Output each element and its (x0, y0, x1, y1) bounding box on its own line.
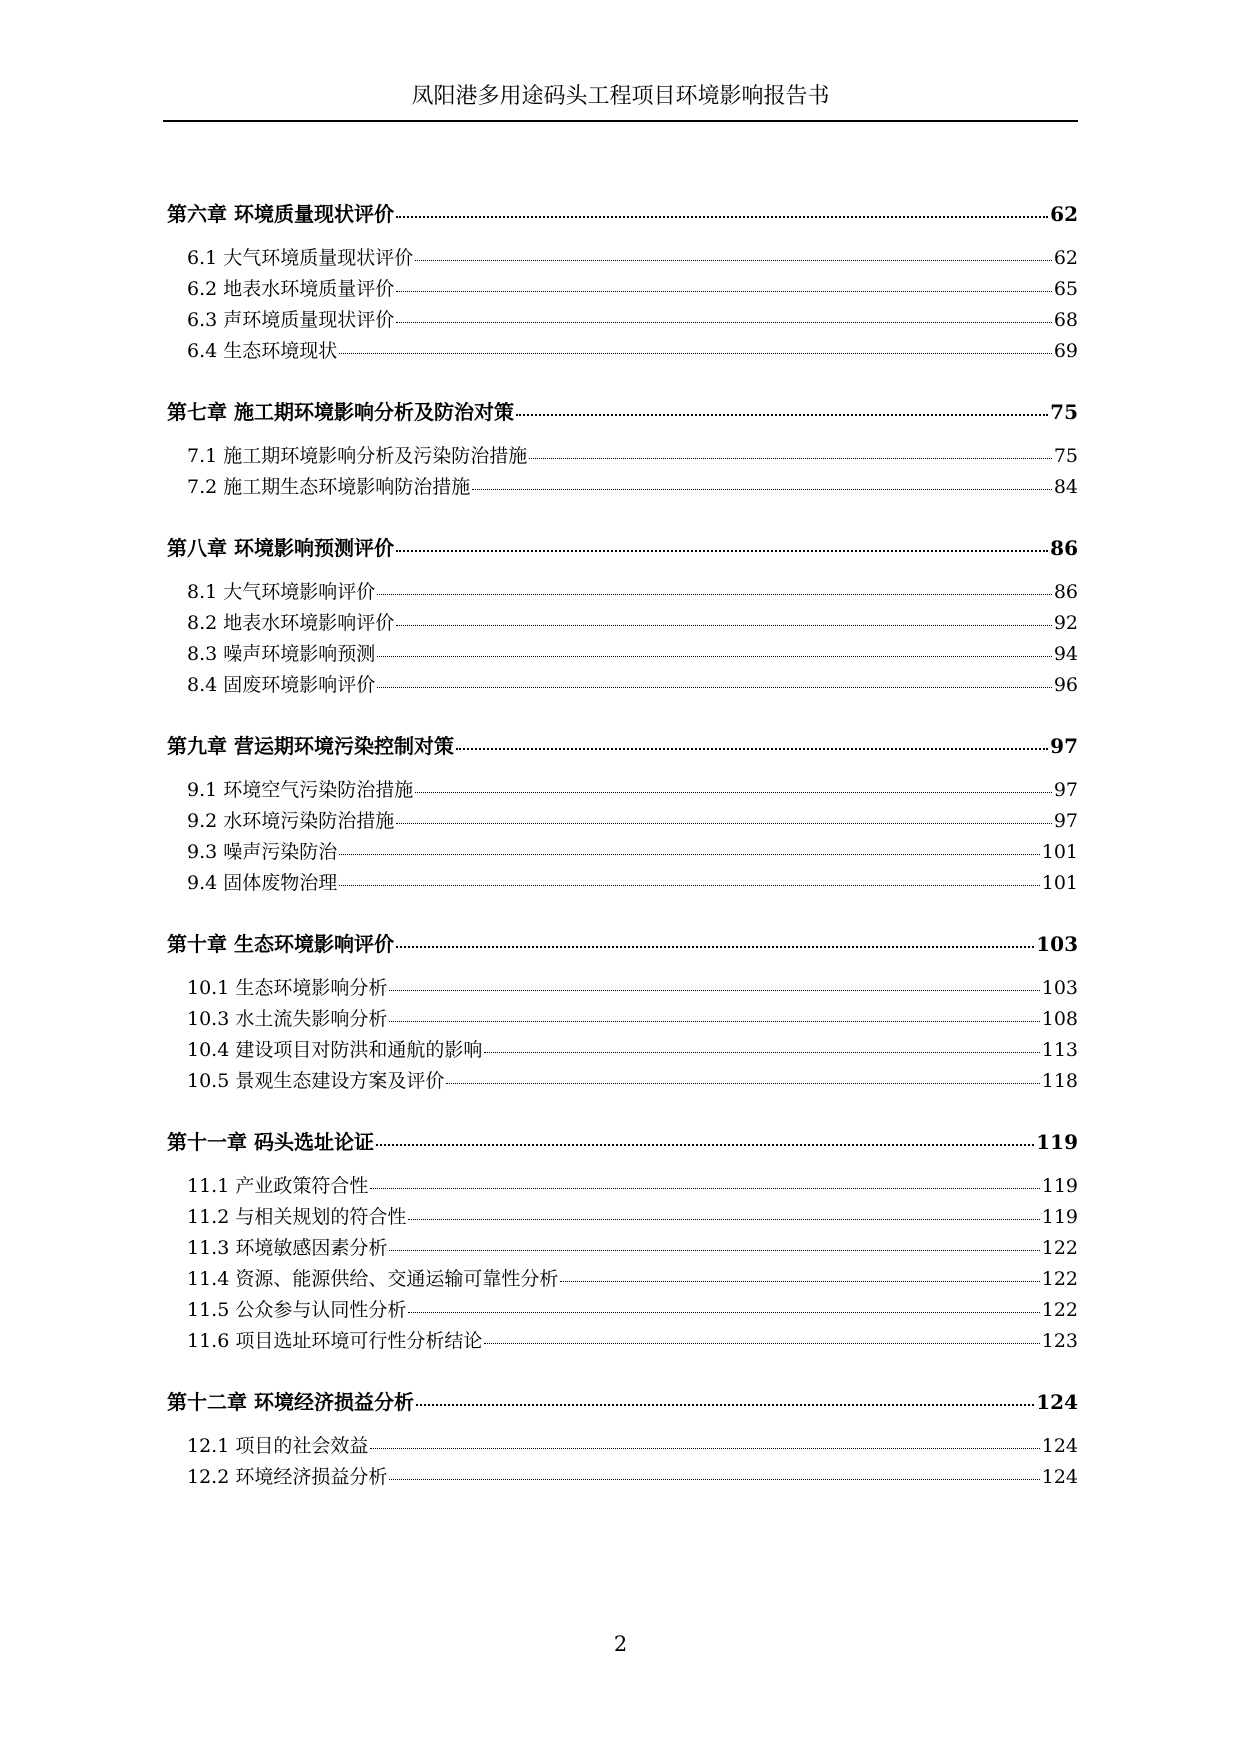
toc-chapter-title: 第七章 施工期环境影响分析及防治对策 (167, 400, 514, 424)
toc-section-title: 8.4 固废环境影响评价 (187, 674, 376, 696)
toc-section-title: 8.2 地表水环境影响评价 (187, 612, 395, 634)
toc-chapter-group (167, 1125, 1078, 1357)
toc-dot-leader (339, 870, 1039, 889)
toc-dot-leader (389, 1464, 1039, 1483)
toc-dot-leader (339, 338, 1052, 357)
toc-section-title: 11.3 环境敏感因素分析 (187, 1237, 388, 1259)
toc-section-entry[interactable] (167, 274, 1078, 305)
toc-dot-leader (396, 610, 1052, 629)
toc-section-page: 96 (1053, 674, 1078, 696)
toc-section-title: 9.2 水环境污染防治措施 (187, 810, 395, 832)
toc-dot-leader (389, 1006, 1039, 1025)
toc-section-title: 9.4 固体废物治理 (187, 872, 338, 894)
toc-section-entry[interactable] (167, 1066, 1078, 1097)
toc-section-page: 75 (1053, 445, 1078, 467)
toc-dot-leader (370, 1173, 1039, 1192)
toc-chapter-title: 第八章 环境影响预测评价 (167, 536, 394, 560)
toc-section-page: 118 (1041, 1070, 1078, 1092)
toc-chapter-page: 97 (1050, 734, 1078, 758)
toc-dot-leader (560, 1266, 1039, 1285)
toc-chapter-entry[interactable] (167, 197, 1078, 231)
toc-chapter-group (167, 531, 1078, 701)
toc-section-title: 9.1 环境空气污染防治措施 (187, 779, 414, 801)
toc-section-entry[interactable] (167, 1462, 1078, 1493)
toc-dot-leader (415, 245, 1052, 264)
toc-section-page: 68 (1053, 309, 1078, 331)
toc-dot-leader (396, 307, 1052, 326)
toc-section-page: 92 (1053, 612, 1078, 634)
toc-dot-leader (484, 1037, 1039, 1056)
toc-section-title: 9.3 噪声污染防治 (187, 841, 338, 863)
toc-section-page: 84 (1053, 476, 1078, 498)
toc-dot-leader (516, 399, 1048, 419)
toc-chapter-page: 62 (1050, 202, 1078, 226)
toc-chapter-title: 第十章 生态环境影响评价 (167, 932, 394, 956)
toc-section-page: 101 (1041, 841, 1078, 863)
toc-dot-leader (472, 474, 1052, 493)
toc-section-page: 97 (1053, 779, 1078, 801)
toc-section-page: 119 (1041, 1206, 1078, 1228)
toc-section-entry[interactable] (167, 1035, 1078, 1066)
toc-section-page: 65 (1053, 278, 1078, 300)
toc-chapter-group (167, 927, 1078, 1097)
toc-dot-leader (396, 535, 1048, 555)
toc-section-page: 122 (1041, 1299, 1078, 1321)
toc-section-title: 11.5 公众参与认同性分析 (187, 1299, 407, 1321)
toc-section-entry[interactable] (167, 670, 1078, 701)
toc-section-entry[interactable] (167, 243, 1078, 274)
toc-chapter-title: 第六章 环境质量现状评价 (167, 202, 394, 226)
toc-section-page: 124 (1041, 1435, 1078, 1457)
toc-section-page: 94 (1053, 643, 1078, 665)
toc-chapter-title: 第十二章 环境经济损益分析 (167, 1390, 414, 1414)
toc-section-entry[interactable] (167, 1295, 1078, 1326)
toc-section-title: 6.3 声环境质量现状评价 (187, 309, 395, 331)
toc-section-page: 124 (1041, 1466, 1078, 1488)
toc-section-page: 108 (1041, 1008, 1078, 1030)
page-number: 2 (613, 1632, 628, 1656)
toc-chapter-entry[interactable] (167, 927, 1078, 961)
toc-chapter-page: 119 (1036, 1130, 1078, 1154)
toc-dot-leader (396, 201, 1048, 221)
toc-chapter-entry[interactable] (167, 395, 1078, 429)
toc-chapter-title: 第九章 营运期环境污染控制对策 (167, 734, 454, 758)
toc-section-page: 122 (1041, 1268, 1078, 1290)
toc-section-page: 123 (1041, 1330, 1078, 1352)
page-header (163, 80, 1078, 122)
toc-chapter-title: 第十一章 码头选址论证 (167, 1130, 374, 1154)
toc-chapter-entry[interactable] (167, 531, 1078, 565)
toc-section-entry[interactable] (167, 806, 1078, 837)
toc-section-page: 101 (1041, 872, 1078, 894)
toc-section-entry[interactable] (167, 1202, 1078, 1233)
toc-chapter-group (167, 1385, 1078, 1493)
toc-dot-leader (408, 1204, 1039, 1223)
table-of-contents (167, 197, 1078, 1521)
toc-chapter-page: 75 (1050, 400, 1078, 424)
toc-dot-leader (446, 1068, 1039, 1087)
toc-section-page: 86 (1053, 581, 1078, 603)
toc-dot-leader (376, 1129, 1034, 1149)
toc-section-page: 113 (1041, 1039, 1078, 1061)
toc-section-title: 8.3 噪声环境影响预测 (187, 643, 376, 665)
toc-chapter-group (167, 197, 1078, 367)
toc-section-entry[interactable] (167, 775, 1078, 806)
toc-section-page: 69 (1053, 340, 1078, 362)
toc-dot-leader (396, 931, 1034, 951)
toc-section-entry[interactable] (167, 577, 1078, 608)
toc-chapter-page: 86 (1050, 536, 1078, 560)
toc-section-title: 11.1 产业政策符合性 (187, 1175, 369, 1197)
toc-dot-leader (484, 1328, 1039, 1347)
toc-dot-leader (416, 1389, 1034, 1409)
toc-dot-leader (377, 641, 1052, 660)
toc-section-page: 122 (1041, 1237, 1078, 1259)
toc-chapter-entry[interactable] (167, 1125, 1078, 1159)
toc-section-page: 119 (1041, 1175, 1078, 1197)
toc-chapter-page: 103 (1036, 932, 1078, 956)
toc-dot-leader (396, 276, 1052, 295)
toc-dot-leader (456, 733, 1048, 753)
toc-chapter-group (167, 395, 1078, 503)
toc-section-entry[interactable] (167, 1264, 1078, 1295)
toc-section-title: 7.2 施工期生态环境影响防治措施 (187, 476, 471, 498)
toc-section-entry[interactable] (167, 1233, 1078, 1264)
toc-dot-leader (408, 1297, 1039, 1316)
toc-section-entry[interactable] (167, 1431, 1078, 1462)
toc-dot-leader (377, 579, 1052, 598)
toc-section-title: 6.4 生态环境现状 (187, 340, 338, 362)
toc-section-title: 6.1 大气环境质量现状评价 (187, 247, 414, 269)
toc-chapter-entry[interactable] (167, 729, 1078, 763)
toc-section-entry[interactable] (167, 608, 1078, 639)
toc-section-title: 6.2 地表水环境质量评价 (187, 278, 395, 300)
toc-section-entry[interactable] (167, 1326, 1078, 1357)
toc-section-title: 10.3 水土流失影响分析 (187, 1008, 388, 1030)
toc-section-title: 12.1 项目的社会效益 (187, 1435, 369, 1457)
toc-section-page: 62 (1053, 247, 1078, 269)
toc-section-title: 8.1 大气环境影响评价 (187, 581, 376, 603)
toc-section-entry[interactable] (167, 472, 1078, 503)
toc-section-title: 11.2 与相关规划的符合性 (187, 1206, 407, 1228)
toc-section-page: 103 (1041, 977, 1078, 999)
toc-chapter-group (167, 729, 1078, 899)
document-title: 凤阳港多用途码头工程项目环境影响报告书 (411, 84, 830, 109)
toc-section-entry[interactable] (167, 837, 1078, 868)
toc-section-title: 12.2 环境经济损益分析 (187, 1466, 388, 1488)
toc-section-page: 97 (1053, 810, 1078, 832)
toc-section-title: 10.5 景观生态建设方案及评价 (187, 1070, 445, 1092)
toc-section-title: 11.4 资源、能源供给、交通运输可靠性分析 (187, 1268, 559, 1290)
toc-section-entry[interactable] (167, 305, 1078, 336)
toc-section-entry[interactable] (167, 639, 1078, 670)
toc-dot-leader (415, 777, 1052, 796)
toc-section-title: 10.4 建设项目对防洪和通航的影响 (187, 1039, 483, 1061)
toc-dot-leader (370, 1433, 1039, 1452)
toc-chapter-page: 124 (1036, 1390, 1078, 1414)
toc-section-title: 11.6 项目选址环境可行性分析结论 (187, 1330, 483, 1352)
toc-section-entry[interactable] (167, 1004, 1078, 1035)
toc-dot-leader (389, 1235, 1039, 1254)
toc-section-entry[interactable] (167, 441, 1078, 472)
toc-dot-leader (377, 672, 1052, 691)
toc-section-title: 7.1 施工期环境影响分析及污染防治措施 (187, 445, 528, 467)
toc-section-title: 10.1 生态环境影响分析 (187, 977, 388, 999)
toc-dot-leader (389, 975, 1039, 994)
toc-section-entry[interactable] (167, 868, 1078, 899)
toc-section-entry[interactable] (167, 1171, 1078, 1202)
toc-dot-leader (339, 839, 1039, 858)
toc-chapter-entry[interactable] (167, 1385, 1078, 1419)
toc-section-entry[interactable] (167, 336, 1078, 367)
toc-dot-leader (529, 443, 1052, 462)
toc-dot-leader (396, 808, 1052, 827)
toc-section-entry[interactable] (167, 973, 1078, 1004)
